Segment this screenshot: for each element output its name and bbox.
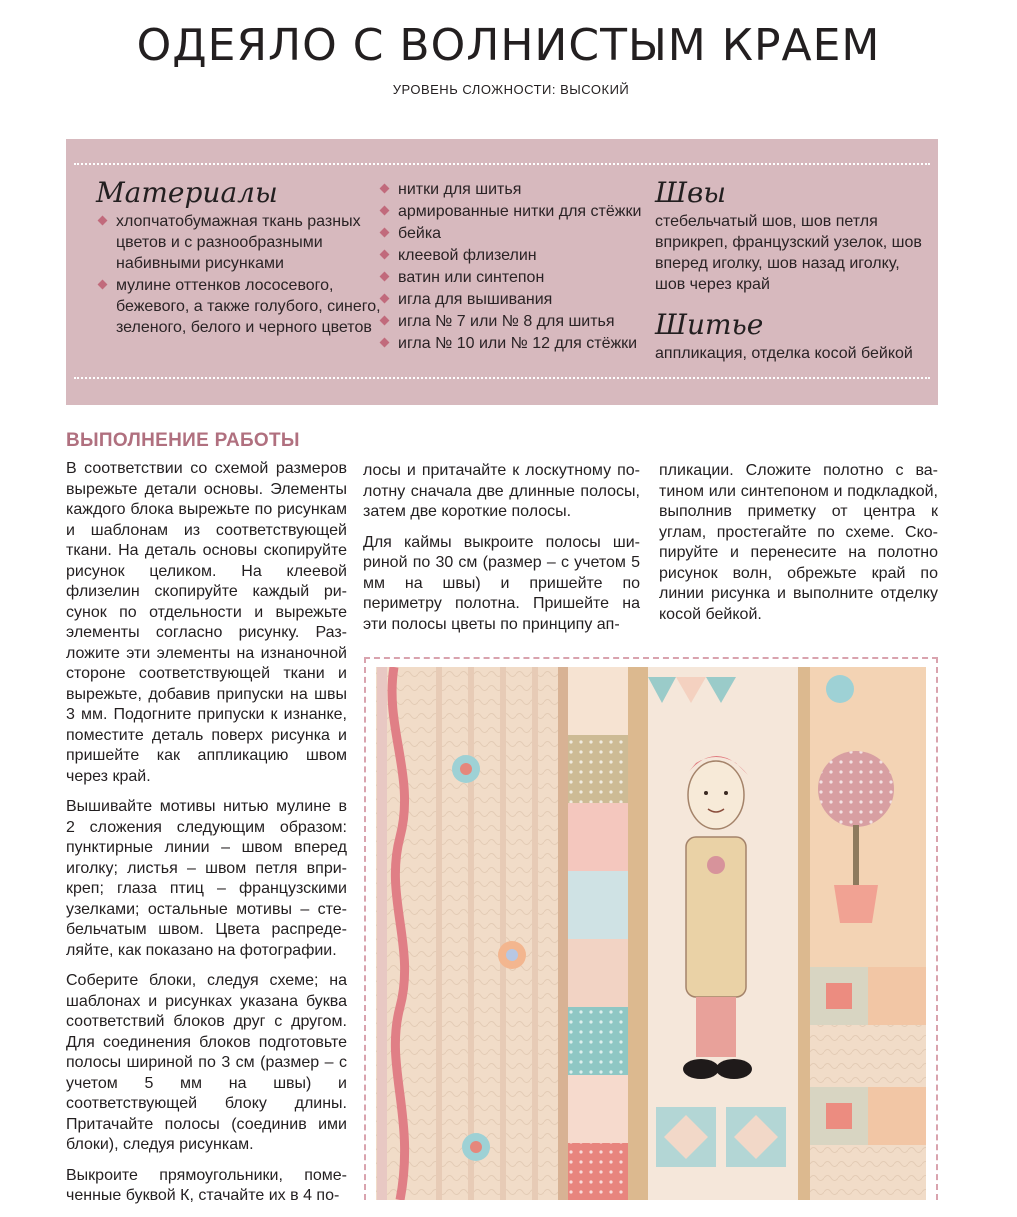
instructions-column-2 (363, 461, 640, 645)
diamond-bullet-icon (380, 272, 390, 282)
list-item-text: хлопчатобумажная ткань разных цветов и с разнообразными набивными рисунками (116, 213, 361, 272)
materials-list-1 (96, 211, 386, 338)
list-item (378, 333, 653, 354)
diamond-bullet-icon (98, 216, 108, 226)
paragraph: Выкроите прямоугольники, помеченные буквой К, стачайте их в 4 по- (66, 1166, 347, 1204)
diamond-bullet-icon (380, 206, 390, 216)
list-item (378, 311, 653, 332)
materials-column-1 (96, 177, 386, 339)
list-item-text: армированные нитки для стёжки (398, 203, 642, 220)
list-item (378, 201, 653, 222)
materials-heading: Материалы (96, 176, 278, 209)
seams-heading: Швы (655, 176, 727, 209)
list-item-text: игла для вышивания (398, 291, 553, 308)
quilt-photo (376, 667, 926, 1200)
list-item-text: ватин или синтепон (398, 269, 545, 286)
page-title: ОДЕЯЛО С ВОЛНИСТЫМ КРАЕМ (136, 20, 881, 71)
list-item (96, 211, 386, 274)
list-item (378, 179, 653, 200)
paragraph: В соответствии со схемой размеров вырежьте детали основы. Элементы каждого блока вырежьте по рисункам и шаблонам из соответствующей ткани. На деталь основы скопируйте рисунок целиком. На клеевой флизелин скопируйте каждый рисунок по отдельности и вырежьте элементы согласно рисунку. Разложите эти элементы на изнаночной стороне соответствующей ткани и вырежьте, добавив припуски на швы 3 мм. Подогните припуски к изнанке, поместите деталь поверх рисунка и пришейте как аппликацию швом через край. (66, 460, 347, 785)
list-item-text: игла № 7 или № 8 для шитья (398, 313, 615, 330)
list-item-text: клеевой флизелин (398, 247, 537, 264)
diamond-bullet-icon (98, 280, 108, 290)
list-item-text: мулине оттенков лососевого, бежевого, а также голубого, синего, зеленого, белого и черного цветов (116, 277, 381, 336)
paragraph: Вышивайте мотивы нитью мулине в 2 сложения следующим образом: пунктирные линии – швом вперед иголку; листья – швом петля вприкреп; глаза птиц – французскими узелками; остальные мотивы – стебельчатым швом. Цвета распределяйте, как показано на фотографии. (66, 798, 347, 959)
paragraph: Для каймы выкроите полосы шириной по 30 см (размер – с учетом 5 мм на швы) и пришейте по периметру полотна. Пришейте на эти полосы цветы по принципу ап- (363, 533, 640, 633)
seams-text: стебельчатый шов, шов петля вприкреп, французский узелок, шов вперед иголку, шов назад иголку, шов через край (655, 213, 922, 293)
list-item (378, 245, 653, 266)
diamond-bullet-icon (380, 316, 390, 326)
list-item (378, 267, 653, 288)
materials-column-3 (655, 177, 925, 378)
sewing-heading: Шитье (655, 308, 764, 341)
materials-box (66, 139, 938, 405)
list-item (378, 289, 653, 310)
dotted-divider-top (74, 163, 930, 165)
instructions-heading: ВЫПОЛНЕНИЕ РАБОТЫ (66, 430, 300, 451)
list-item (96, 275, 386, 338)
diamond-bullet-icon (380, 228, 390, 238)
sewing-text: аппликация, отделка косой бейкой (655, 345, 913, 362)
paragraph: лосы и притачайте к лоскутному полотну сначала две длинные полосы, затем две короткие полосы. (363, 462, 640, 520)
list-item (378, 223, 653, 244)
list-item-text: игла № 10 или № 12 для стёжки (398, 335, 638, 352)
list-item-text: нитки для шитья (398, 181, 522, 198)
difficulty-level: УРОВЕНЬ СЛОЖНОСТИ: ВЫСОКИЙ (392, 82, 630, 97)
list-item-text: бейка (398, 225, 442, 242)
instructions-column-1 (66, 459, 347, 1217)
materials-column-2 (378, 179, 653, 355)
diamond-bullet-icon (380, 338, 390, 348)
diamond-bullet-icon (380, 294, 390, 304)
paragraph: Соберите блоки, следуя схеме; на шаблонах и рисунках указана буква соответствий блоков друг с другом. Для соединения блоков подготовьте полосы шириной по 3 см (размер – с учетом 5 мм на швы) и соответствующей блоку длины. Притачайте полосы (соединив ими блоки), следуя рисункам. (66, 972, 347, 1153)
diamond-bullet-icon (380, 250, 390, 260)
instructions-column-3 (659, 461, 938, 635)
paragraph: пликации. Сложите полотно с ватином или синтепоном и подкладкой, выполнив приметку от центра к углам, простегайте по схеме. Скопируйте и перенесите на полотно рисунок волн, обрежьте край по линии рисунка и выполните отделку косой бейкой. (659, 462, 938, 623)
bunting (648, 677, 736, 703)
patchwork-column (568, 667, 628, 1200)
materials-list-2 (378, 179, 653, 354)
diamond-bullet-icon (380, 184, 390, 194)
